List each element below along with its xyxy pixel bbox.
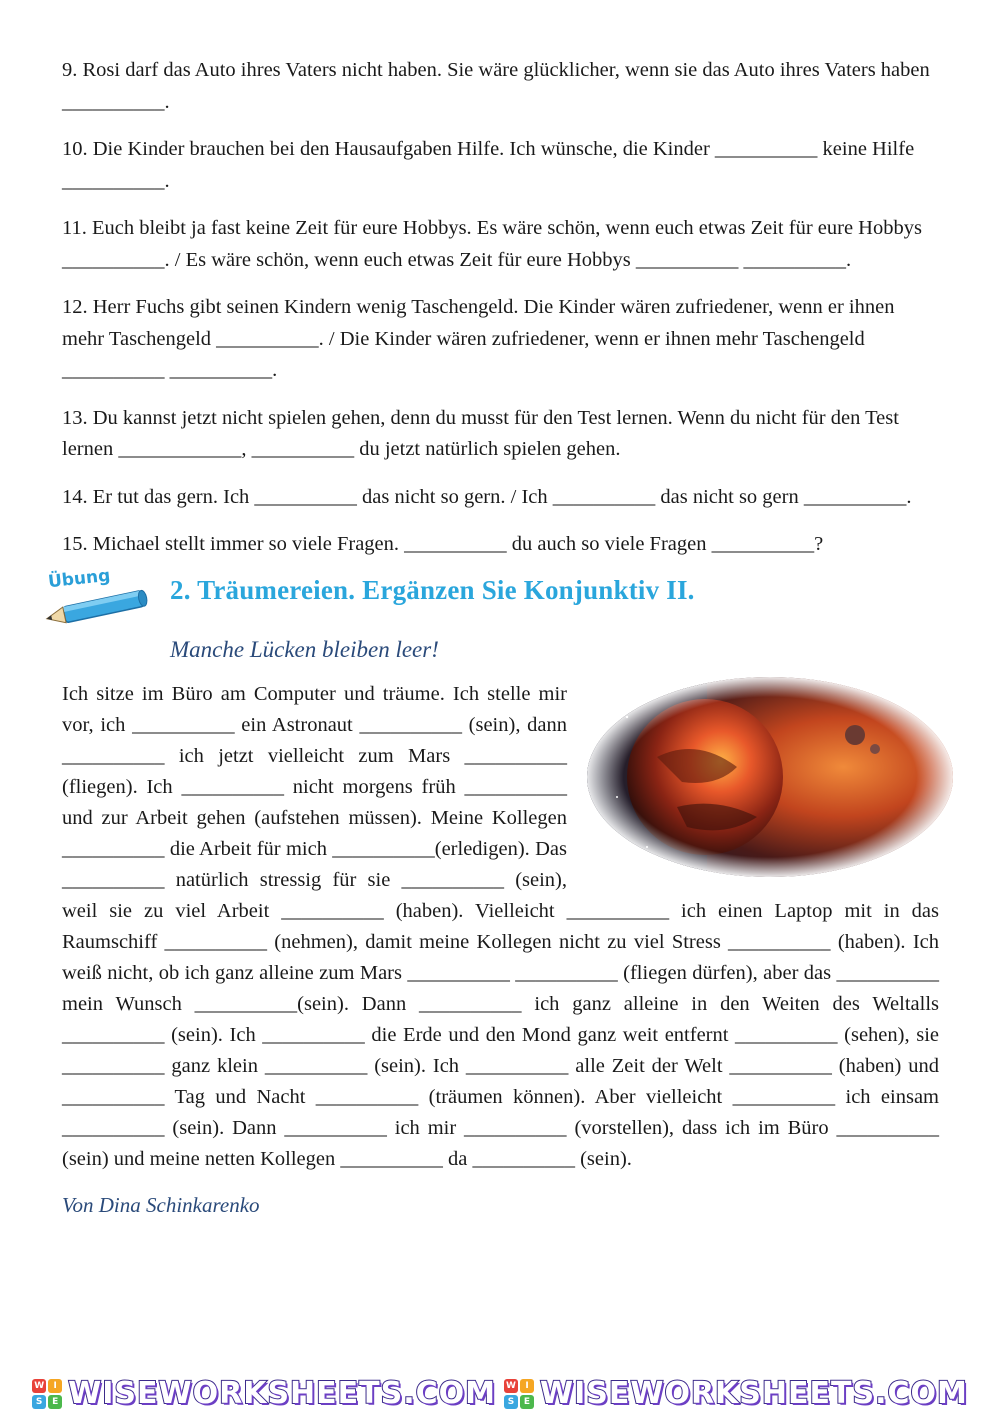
uebung-label: Übung (47, 565, 112, 592)
wiseworksheets-logo-icon: W I S E (32, 1379, 62, 1409)
exercise-9: 9. Rosi darf das Auto ihres Vaters nicht haben. Sie wäre glücklicher, wenn sie das Auto ihres Vaters haben __________. (62, 59, 930, 113)
watermark-1 (32, 1376, 496, 1411)
watermark-2 (504, 1376, 968, 1411)
story-text: Ich sitze im Büro am Computer und träume. Ich stelle mir vor, ich __________ ein Astronaut __________ (sein), dann __________ ich jetzt vielleicht zum Mars __________ (fliegen). Ich __________ nicht morgens früh __________ und zur Arbeit gehen (aufstehen müssen). Meine Kollegen __________ die Arbeit für mich __________(erledigen). Das __________ natürlich stressig für sie __________ (sein), weil sie zu viel Arbeit __________ (haben). Vielleicht __________ ich einen Laptop mit in das Raumschiff __________ (nehmen), damit meine Kollegen nicht zu viel Stress __________ (haben). Ich weiß nicht, ob ich ganz alleine zum Mars __________ __________ (fliegen dürfen), aber das __________ mein Wunsch __________(sein). Dann __________ ich ganz alleine in den Weiten des Weltalls __________ (sein). Ich __________ die Erde und den Mond ganz weit entfernt __________ (sehen), sie __________ ganz klein __________ (sein). Ich __________ alle Zeit der Welt __________ (haben) und __________ Tag und Nacht __________ (träumen können). Aber vielleicht __________ ich einsam __________ (sein). Dann __________ ich mir __________ (vorstellen), dass ich im Büro __________ (sein) und meine netten Kollegen __________ da __________ (sein). (62, 682, 939, 1170)
wiseworksheets-logo-icon: W I S E (504, 1379, 534, 1409)
section-heading (47, 565, 939, 635)
mars-image (587, 677, 953, 877)
watermark-footer (0, 1374, 1000, 1413)
author-credit: Von Dina Schinkarenko (62, 1192, 260, 1217)
exercise-14: 14. Er tut das gern. Ich __________ das nicht so gern. / Ich __________ das nicht so gern __________. (62, 485, 912, 508)
uebung-badge (42, 565, 152, 629)
section-title: 2. Träumereien. Ergänzen Sie Konjunktiv II. (170, 574, 695, 605)
section-subtitle: Manche Lücken bleiben leer! (170, 636, 439, 662)
worksheet-page (47, 55, 939, 1218)
exercise-13: 13. Du kannst jetzt nicht spielen gehen, denn du musst für den Test lernen. Wenn du nicht für den Test lernen ____________, __________ du jetzt natürlich spielen gehen. (62, 406, 899, 460)
watermark-text: WISEWORKSHEETS.COM (540, 1376, 968, 1411)
exercise-15: 15. Michael stellt immer so viele Fragen. __________ du auch so viele Fragen __________? (62, 533, 824, 555)
watermark-text: WISEWORKSHEETS.COM (68, 1376, 496, 1411)
exercise-12: 12. Herr Fuchs gibt seinen Kindern wenig Taschengeld. Die Kinder wären zufriedener, wenn er ihnen mehr Taschengeld __________. / Die Kinder wären zufriedener, wenn er ihnen mehr Taschengeld __________ __________. (62, 296, 895, 381)
exercise-10: 10. Die Kinder brauchen bei den Hausaufgaben Hilfe. Ich wünsche, die Kinder __________ keine Hilfe __________. (62, 138, 915, 192)
story-block (62, 679, 939, 1175)
exercise-11: 11. Euch bleibt ja fast keine Zeit für eure Hobbys. Es wäre schön, wenn euch etwas Zeit für eure Hobbys __________. / Es wäre schön, wenn euch etwas Zeit für eure Hobbys __________ __________. (62, 217, 922, 271)
